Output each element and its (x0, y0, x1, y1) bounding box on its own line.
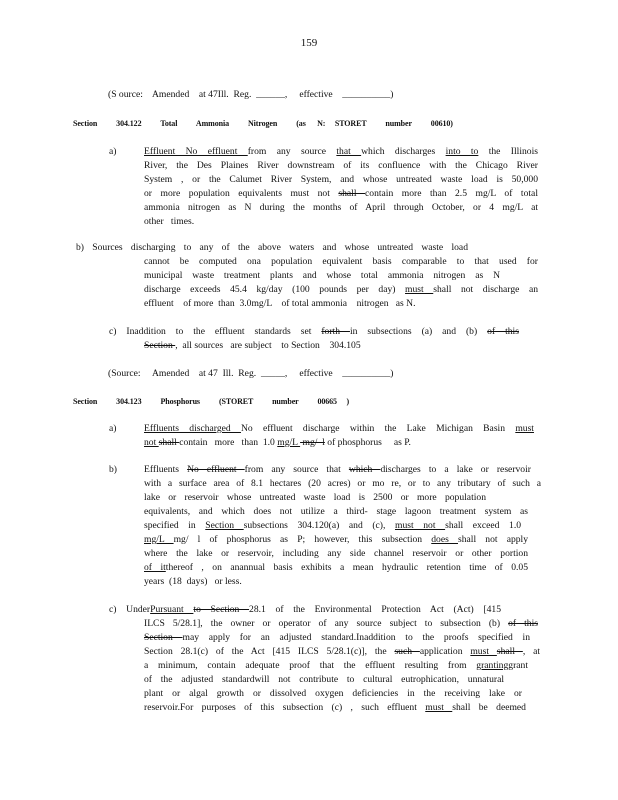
text-line: Effluent No effluent from any source that which discharges into to the Illinois (144, 146, 538, 157)
text-line: a) (109, 146, 117, 157)
text-line: specified in Section subsections 304.120(a) and (c), must not shall exceed 1.0 (144, 520, 522, 531)
text-line: c) Inaddition to the effluent standards set forth in subsections (a) and (b) of this (109, 326, 519, 337)
text-line: (S ource: Amended at 47Ill. Reg. ______, effective __________) (108, 89, 394, 100)
text-line: c) UnderPursuant to Section 28.1 of the Environmental Protection Act (Act) [415 (109, 604, 502, 615)
text-line: (Source: Amended at 47 Ill. Reg. _____, effective __________) (108, 368, 394, 379)
text-line: equivalents, and which does not utilize a third- stage lagoon treatment system as (144, 506, 528, 517)
text-line: years (18 days) or less. (144, 576, 242, 587)
text-line: Section 28.1(c) of the Act [415 ILCS 5/28.1(c)], the such application must shall , at (144, 646, 540, 657)
text-line: ILCS 5/28.1], the owner or operator of any source subject to subsection (b) of this (144, 618, 538, 629)
text-line: effluent of more than 3.0mg/L of total ammonia nitrogen as N. (144, 298, 416, 309)
text-line: cannot be computed ona population equivalent basis comparable to that used for (144, 256, 538, 267)
text-line: other times. (144, 216, 195, 227)
text-line: of the adjusted standardwill not contribute to cultural eutrophication, unnatural (144, 674, 504, 685)
text-line: lake or reservoir whose untreated waste load is 2500 or more population (144, 492, 486, 503)
text-line: with a surface area of 8.1 hectares (20 acres) or mo re, or to any tributary of such a (144, 478, 541, 489)
text-line: Section , all sources are subject to Section 304.105 (144, 340, 361, 351)
text-line: Section 304.123 Phosphorus (STORET number 00665 ) (73, 397, 350, 406)
text-line: System , or the Calumet River System, and whose untreated waste load is 50,000 (144, 174, 538, 185)
text-line: Section may apply for an adjusted standard.Inaddition to the proofs specified in (144, 632, 530, 643)
text-line: River, the Des Plaines River downstream of its confluence with the Chicago River (144, 160, 538, 171)
text-line: reservoir.For purposes of this subsection (c) , such effluent must shall be deemed (144, 702, 526, 713)
text-line: discharge exceeds 45.4 kg/day (100 pounds per day) must shall not discharge an (144, 284, 538, 295)
text-line: mg/L mg/ l of phosphorus as P; however, this subsection does shall not apply (144, 534, 529, 545)
text-line: b) Sources discharging to any of the above waters and whose untreated waste load (76, 242, 468, 253)
text-line: of itthereof , on anannual basis exhibits a mean hydraulic retention time of 0.05 (144, 562, 528, 573)
text-line: Effluents discharged No effluent discharge within the Lake Michigan Basin must (144, 423, 534, 434)
text-line: where the lake or reservoir, including any side channel reservoir or other portion (144, 548, 528, 559)
text-line: not shall contain more than 1.0 mg/L mg/ l of phosphorus as P. (144, 437, 411, 448)
text-line: plant or algal growth or dissolved oxygen deficiencies in the receiving lake or (144, 688, 522, 699)
text-line: municipal waste treatment plants and whose total ammonia nitrogen as N (144, 270, 500, 281)
text-line: ammonia nitrogen as N during the months of April through October, or 4 mg/L at (144, 202, 538, 213)
text-line: b) (109, 464, 117, 475)
text-line: Effluents No effluent from any source that which discharges to a lake or reservoir (144, 464, 531, 475)
text-line: a) (109, 423, 117, 434)
text-line: Section 304.122 Total Ammonia Nitrogen (as N: STORET number 00610) (73, 119, 453, 128)
page-number: 159 (300, 37, 318, 49)
text-line: or more population equivalents must not shall contain more than 2.5 mg/L of total (144, 188, 538, 199)
text-line: a minimum, contain adequate proof that the effluent resulting from grantinggrant (144, 660, 528, 671)
